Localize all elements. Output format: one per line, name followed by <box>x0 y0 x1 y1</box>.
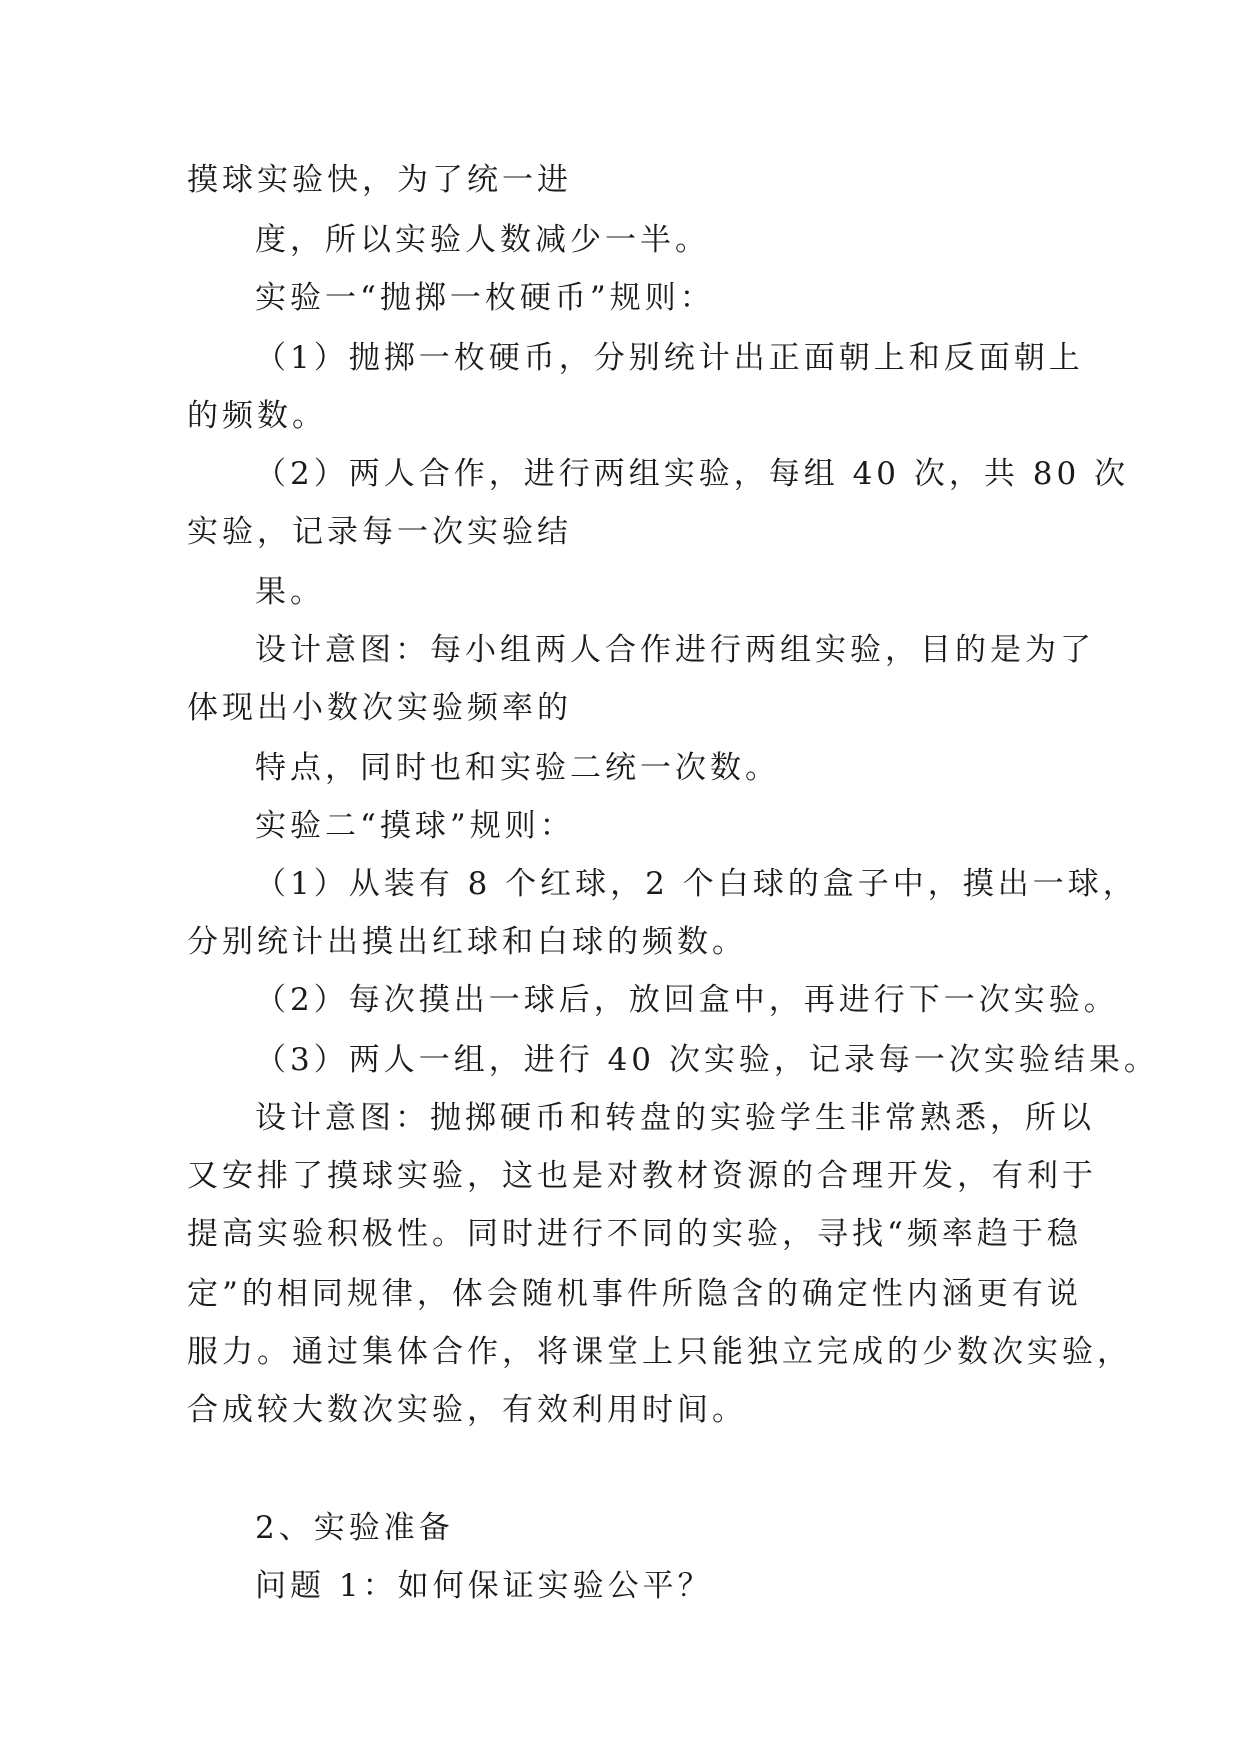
text-line-13: （1）从装有 8 个红球，2 个白球的盒子中，摸出一球， <box>255 866 1138 902</box>
text-line-22: 合成较大数次实验，有效利用时间。 <box>187 1392 747 1428</box>
text-line-16: （3）两人一组，进行 40 次实验，记录每一次实验结果。 <box>255 1042 1159 1078</box>
text-line-4: （1）抛掷一枚硬币，分别统计出正面朝上和反面朝上 <box>255 340 1084 376</box>
question-1: 问题 1：如何保证实验公平？ <box>255 1568 713 1604</box>
text-line-5: 的频数。 <box>187 398 327 434</box>
text-line-10: 体现出小数次实验频率的 <box>187 690 572 726</box>
text-line-21: 服力。通过集体合作，将课堂上只能独立完成的少数次实验， <box>187 1334 1132 1370</box>
text-line-2: 度，所以实验人数减少一半。 <box>255 222 710 258</box>
text-line-8: 果。 <box>255 574 325 610</box>
text-line-1: 摸球实验快，为了统一进 <box>187 162 572 198</box>
experiment-two-rules-heading: 实验二“摸球”规则： <box>255 808 575 844</box>
text-line-6: （2）两人合作，进行两组实验，每组 40 次，共 80 次 <box>255 456 1130 492</box>
experiment-one-rules-heading: 实验一“抛掷一枚硬币”规则： <box>255 280 715 316</box>
text-line-20: 定”的相同规律，体会随机事件所隐含的确定性内涵更有说 <box>187 1276 1082 1312</box>
design-intent-paragraph-1: 设计意图：每小组两人合作进行两组实验，目的是为了 <box>255 632 1095 668</box>
text-line-18: 又安排了摸球实验，这也是对教材资源的合理开发，有利于 <box>187 1158 1097 1194</box>
text-line-15: （2）每次摸出一球后，放回盒中，再进行下一次实验。 <box>255 982 1119 1018</box>
design-intent-paragraph-2: 设计意图：抛掷硬币和转盘的实验学生非常熟悉，所以 <box>255 1100 1095 1136</box>
text-line-14: 分别统计出摸出红球和白球的频数。 <box>187 924 747 960</box>
text-line-11: 特点，同时也和实验二统一次数。 <box>255 750 780 786</box>
section-heading-experiment-preparation: 2、实验准备 <box>255 1510 454 1546</box>
text-line-19: 提高实验积极性。同时进行不同的实验，寻找“频率趋于稳 <box>187 1216 1082 1252</box>
text-line-7: 实验，记录每一次实验结 <box>187 514 572 550</box>
